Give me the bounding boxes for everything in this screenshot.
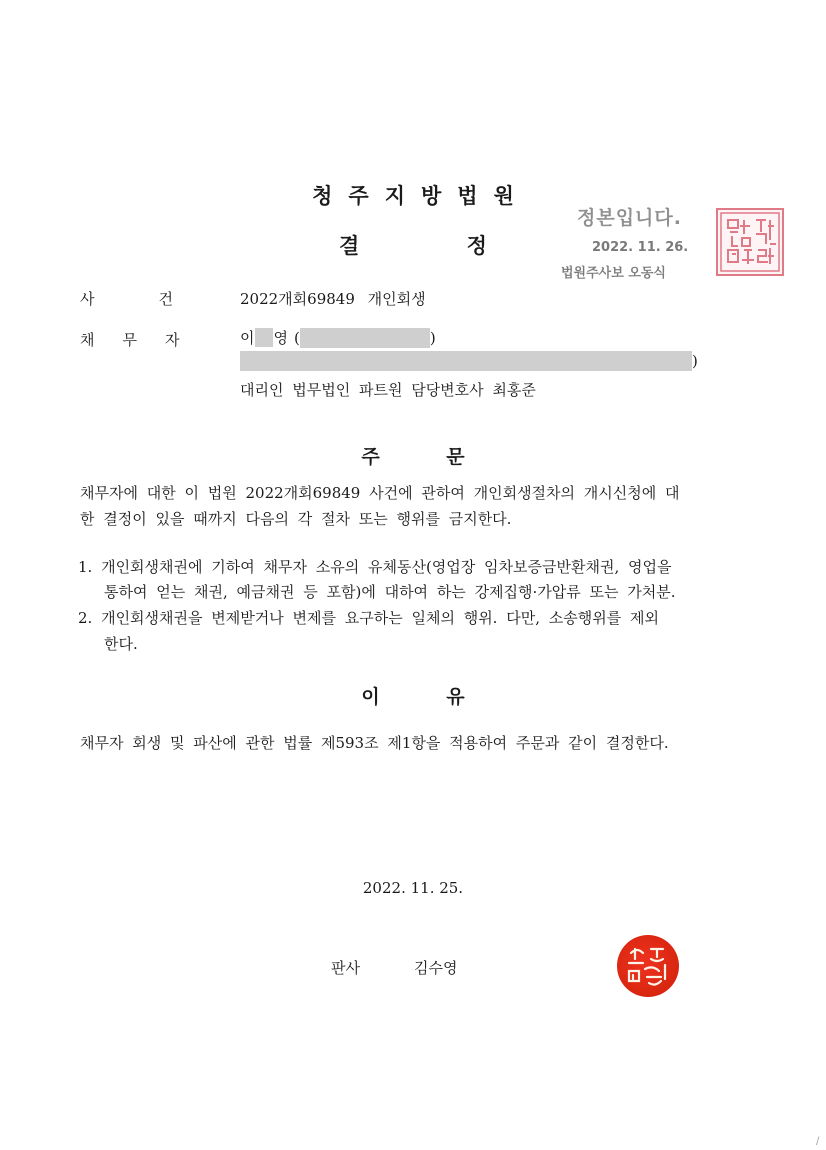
debtor-address-line — [240, 351, 698, 371]
ruling-item2-line2: 한다. — [104, 635, 138, 653]
document-title: 결 정 — [339, 234, 487, 258]
judge-name: 김수영 — [414, 959, 458, 977]
ruling-intro-line2: 한 결정이 있을 때까지 다음의 각 절차 또는 행위를 금지한다. — [80, 510, 512, 528]
judge-seal-icon — [617, 935, 679, 997]
debtor-name-first: 이 — [240, 329, 255, 347]
debtor-line — [240, 327, 436, 348]
certified-copy-stamp: 정본입니다. — [577, 207, 682, 229]
representative: 대리인 법무법인 파트원 담당변호사 최홍준 — [240, 381, 536, 399]
decision-date: 2022. 11. 25. — [362, 879, 464, 897]
debtor-label: 채무자 — [80, 331, 208, 349]
ruling-intro-line1: 채무자에 대한 이 법원 2022개회69849 사건에 관하여 개인회생절차의 개시신청에 대 — [80, 484, 680, 502]
case-label-text: 사건 — [80, 290, 237, 308]
case-value: 2022개회69849 개인회생 — [240, 290, 426, 308]
case-label — [80, 288, 237, 309]
reason-text: 채무자 회생 및 파산에 관한 법률 제593조 제1항을 적용하여 주문과 같이 결정한다. — [80, 734, 669, 752]
ruling-item1-line1: 1. 개인회생채권에 기하여 채무자 소유의 유체동산(영업장 임차보증금반환채권, 영업을 — [78, 558, 672, 576]
redacted-address — [240, 351, 692, 371]
court-seal-icon — [716, 208, 784, 276]
court-name: 청주지방법원 — [312, 184, 530, 208]
open-paren: ( — [294, 328, 300, 347]
certified-copy-date: 2022. 11. 26. — [592, 240, 689, 255]
close-paren: ) — [429, 328, 436, 347]
ruling-item1-line2: 통하여 얻는 채권, 예금채권 등 포함)에 대하여 하는 강제집행·가압류 또는 가처분. — [104, 583, 676, 601]
redacted-id — [300, 328, 430, 348]
certified-copy-clerk: 법원주사보 오동식 — [561, 266, 666, 281]
ruling-heading: 주 문 — [361, 446, 465, 468]
reason-heading: 이 유 — [361, 686, 465, 708]
judge-label: 판사 — [331, 959, 360, 977]
address-close-paren: ) — [692, 352, 698, 370]
ruling-item2-line1: 2. 개인회생채권을 변제받거나 변제를 요구하는 일체의 행위. 다만, 소송행위를 제외 — [78, 609, 659, 627]
debtor-name-last: 영 — [273, 329, 288, 347]
corner-mark: / — [816, 1136, 820, 1147]
redacted-name — [255, 328, 273, 347]
